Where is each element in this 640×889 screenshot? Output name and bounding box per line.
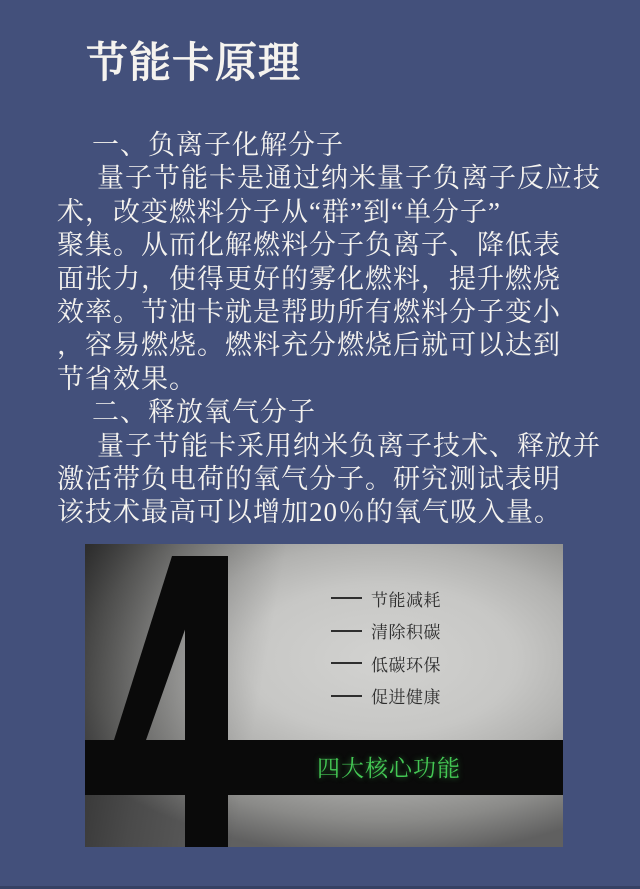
- connector-dash-icon: [331, 662, 362, 664]
- body-text: [57, 129, 601, 530]
- body-line: ，容易燃烧。燃料充分燃烧后就可以达到: [57, 330, 561, 361]
- banner-text: 四大核心功能: [317, 755, 461, 781]
- feature-item: [331, 680, 441, 713]
- body-line: 量子节能卡是通过纳米量子负离子反应技: [97, 163, 601, 194]
- connector-dash-icon: [331, 630, 362, 632]
- body-line: 节省效果。: [57, 363, 197, 394]
- body-line: 激活带负电荷的氧气分子。研究测试表明: [57, 464, 561, 495]
- connector-dash-icon: [331, 695, 362, 697]
- feature-item: [331, 647, 441, 680]
- figure-four-functions: [85, 544, 563, 847]
- body-line: 量子节能卡采用纳米负离子技术、释放并: [97, 430, 601, 461]
- body-line: 二、释放氧气分子: [92, 397, 316, 428]
- feature-label: 节能减耗: [371, 590, 441, 610]
- feature-label: 低碳环保: [371, 655, 441, 675]
- body-line: 术，改变燃料分子从“群”到“单分子”: [57, 196, 501, 227]
- feature-label: 促进健康: [371, 688, 441, 708]
- body-line: 聚集。从而化解燃料分子负离子、降低表: [57, 230, 561, 261]
- page-title: 节能卡原理: [86, 41, 302, 87]
- body-line: 面张力，使得更好的雾化燃料，提升燃烧: [57, 263, 561, 294]
- feature-item: [331, 582, 441, 615]
- connector-dash-icon: [331, 597, 362, 599]
- feature-item: [331, 615, 441, 648]
- body-line: 效率。节油卡就是帮助所有燃料分子变小: [57, 297, 561, 328]
- body-line: 该技术最高可以增加20％的氧气吸入量。: [57, 497, 562, 528]
- numeral-4-shape: [85, 544, 563, 847]
- feature-label: 清除积碳: [371, 623, 441, 643]
- body-line: 一、负离子化解分子: [92, 130, 344, 160]
- feature-list: [331, 582, 441, 712]
- black-band: [85, 740, 563, 795]
